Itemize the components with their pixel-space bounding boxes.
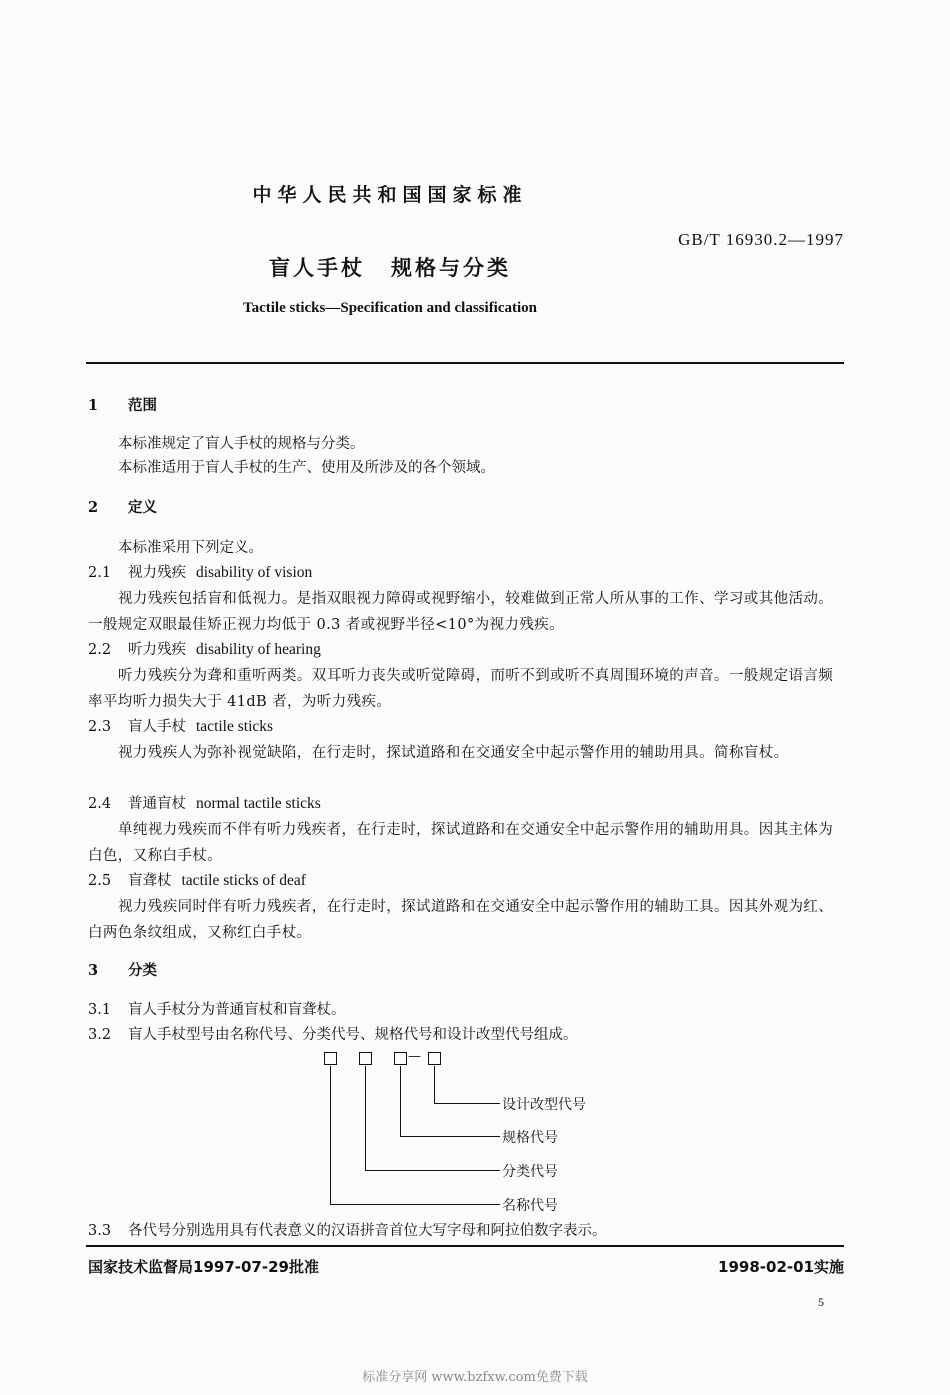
watermark: 标准分享网 www.bzfxw.com免费下载 xyxy=(362,1370,588,1385)
term-english: normal tactile sticks xyxy=(196,795,321,812)
section-1-paragraph-2: 本标准适用于盲人手杖的生产、使用及所涉及的各个领域。 xyxy=(118,460,495,476)
definition-2-4-text: 单纯视力残疾而不伴有听力残疾者，在行走时，探试道路和在交通安全中起示警作用的辅助用具。因其主体为白色，又称白手杖。 xyxy=(88,822,834,864)
clause-text: 盲人手杖分为普通盲杖和盲聋杖。 xyxy=(128,1002,346,1018)
approval-statement: 国家技术监督局1997-07-29批准 xyxy=(88,1258,319,1276)
definition-2-4-heading xyxy=(88,794,321,814)
definition-2-5-text: 视力残疾同时伴有听力残疾者，在行走时，探试道路和在交通安全中起示警作用的辅助工具。因其外观为红、白两色条纹组成，又称红白手杖。 xyxy=(88,899,834,941)
connector-line xyxy=(365,1170,500,1171)
clause-number: 2.3 xyxy=(88,719,112,735)
page-number: 5 xyxy=(818,1295,824,1309)
section-title: 定义 xyxy=(128,499,157,516)
standard-organization: 中华人民共和国国家标准 xyxy=(252,184,528,206)
label-specification-code: 规格代号 xyxy=(502,1130,558,1146)
term-english: tactile sticks xyxy=(196,718,274,735)
label-name-code: 名称代号 xyxy=(502,1198,558,1214)
standard-title xyxy=(0,252,780,282)
english-title: Tactile sticks—Specification and classification xyxy=(242,300,538,316)
section-number: 2 xyxy=(88,499,99,516)
clause-3-3 xyxy=(88,1221,607,1241)
title-part-b: 规格与分类 xyxy=(391,256,511,280)
term: 普通盲杖 xyxy=(128,796,186,812)
clause-number: 2.2 xyxy=(88,642,112,658)
section-title: 范围 xyxy=(128,397,157,414)
header-divider xyxy=(86,362,844,364)
term-english: tactile sticks of deaf xyxy=(181,872,306,889)
definition-2-1-text: 视力残疾包括盲和低视力。是指双眼视力障碍或视野缩小，较难做到正常人所从事的工作、学习或其他活动。一般规定双眼最佳矫正视力均低于 0.3 者或视野半径<10°为视力残疾。 xyxy=(88,591,834,633)
title-part-a: 盲人手杖 xyxy=(269,256,365,280)
section-number: 3 xyxy=(88,962,99,979)
term-english: disability of vision xyxy=(196,564,313,581)
classification-code-box xyxy=(359,1052,372,1065)
clause-number: 3.2 xyxy=(88,1027,112,1043)
section-1-paragraph-1: 本标准规定了盲人手杖的规格与分类。 xyxy=(118,436,365,452)
design-revision-code-box xyxy=(428,1052,441,1065)
section-title: 分类 xyxy=(128,962,157,979)
section-3-heading xyxy=(88,961,157,981)
label-design-revision-code: 设计改型代号 xyxy=(502,1097,586,1113)
implementation-date: 1998-02-01实施 xyxy=(718,1258,844,1276)
term-english: disability of hearing xyxy=(196,641,321,658)
section-number: 1 xyxy=(88,397,99,414)
clause-text: 盲人手杖型号由名称代号、分类代号、规格代号和设计改型代号组成。 xyxy=(128,1027,578,1043)
section-1-heading xyxy=(88,396,157,416)
definition-2-3-heading xyxy=(88,717,273,737)
definition-2-5-heading xyxy=(88,871,306,891)
section-2-intro: 本标准采用下列定义。 xyxy=(118,540,263,556)
term: 听力残疾 xyxy=(128,642,186,658)
label-classification-code: 分类代号 xyxy=(502,1164,558,1180)
clause-3-2 xyxy=(88,1025,578,1045)
specification-code-box xyxy=(394,1052,407,1065)
connector-line xyxy=(365,1066,366,1171)
diagram-dash: — xyxy=(408,1049,421,1064)
definition-2-3-text: 视力残疾人为弥补视觉缺陷，在行走时，探试道路和在交通安全中起示警作用的辅助用具。简称盲杖。 xyxy=(118,745,789,761)
connector-line xyxy=(400,1136,500,1137)
connector-line xyxy=(330,1204,500,1205)
clause-3-1 xyxy=(88,1000,346,1020)
connector-line xyxy=(434,1103,500,1104)
term: 盲聋杖 xyxy=(128,873,172,889)
definition-2-1-heading xyxy=(88,563,312,583)
definition-2-2-heading xyxy=(88,640,321,660)
footer-divider xyxy=(86,1245,844,1247)
clause-number: 3.3 xyxy=(88,1223,112,1239)
clause-number: 3.1 xyxy=(88,1002,112,1018)
connector-line xyxy=(434,1066,435,1104)
section-2-heading xyxy=(88,498,157,518)
clause-text: 各代号分别选用具有代表意义的汉语拼音首位大写字母和阿拉伯数字表示。 xyxy=(128,1223,607,1239)
term: 盲人手杖 xyxy=(128,719,186,735)
clause-number: 2.4 xyxy=(88,796,112,812)
name-code-box xyxy=(324,1052,337,1065)
standard-code: GB/T 16930.2—1997 xyxy=(678,230,844,249)
connector-line xyxy=(400,1066,401,1137)
connector-line xyxy=(330,1066,331,1205)
definition-2-2-text: 听力残疾分为聋和重听两类。双耳听力丧失或听觉障碍，而听不到或听不真周围环境的声音。一般规定语言频率平均听力损失大于 41dB 者，为听力残疾。 xyxy=(88,668,834,710)
term: 视力残疾 xyxy=(128,565,186,581)
clause-number: 2.1 xyxy=(88,565,112,581)
clause-number: 2.5 xyxy=(88,873,112,889)
